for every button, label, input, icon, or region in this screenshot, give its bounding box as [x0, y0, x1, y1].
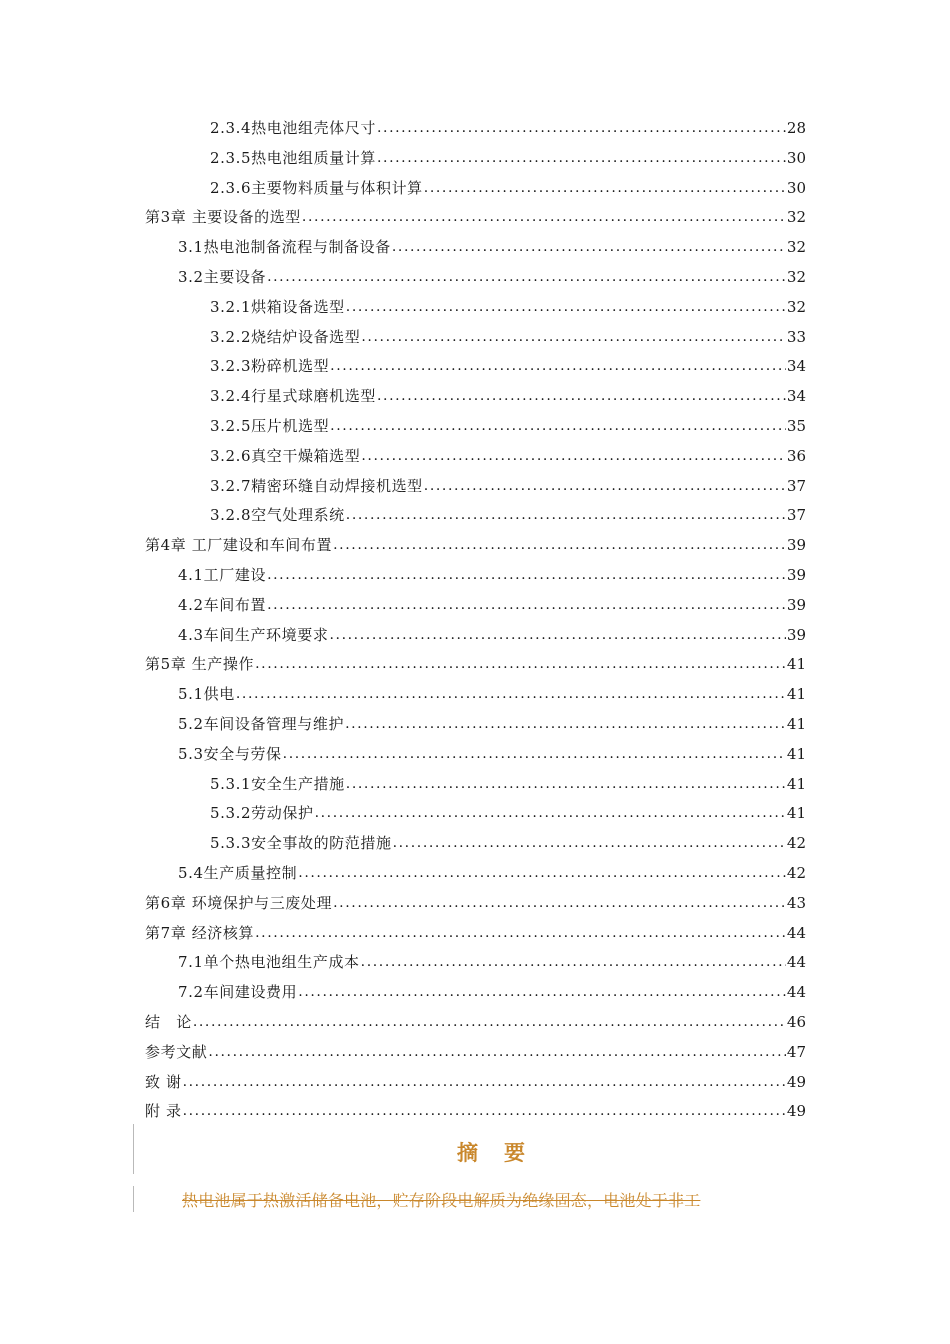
toc-entry-title: 5.4生产质量控制 [178, 864, 298, 882]
toc-entry[interactable] [210, 385, 806, 407]
toc-entry-title: 3.2.3粉碎机选型 [210, 357, 330, 376]
toc-dot-leader [346, 504, 786, 526]
toc-entry-title: 第6章 环境保护与三废处理 [145, 893, 333, 912]
toc-dot-leader [361, 445, 786, 467]
toc-entry[interactable] [145, 922, 806, 944]
toc-entry[interactable] [210, 326, 806, 348]
toc-page-number: 41 [786, 685, 806, 704]
toc-page-number: 36 [786, 446, 806, 465]
toc-entry[interactable] [210, 445, 806, 467]
toc-entry[interactable] [145, 1011, 806, 1033]
toc-entry-title: 3.2.6真空干燥箱选型 [210, 446, 361, 465]
toc-page-number: 44 [786, 953, 806, 972]
toc-page-number: 34 [786, 357, 806, 376]
toc-dot-leader [298, 981, 786, 1003]
toc-dot-leader [424, 475, 786, 497]
toc-page-number: 49 [786, 1102, 806, 1121]
toc-page-number: 39 [786, 536, 806, 555]
abstract-first-line: 热电池属于热激活储备电池，贮存阶段电解质为绝缘固态，电池处于非工 [182, 1191, 701, 1210]
toc-dot-leader [377, 147, 786, 169]
toc-entry-title: 4.1工厂建设 [178, 566, 267, 584]
toc-page-number: 32 [786, 297, 806, 316]
toc-dot-leader [333, 892, 786, 914]
toc-page-number: 34 [786, 387, 806, 406]
toc-dot-leader [183, 1100, 786, 1122]
toc-entry-title: 附 录 [145, 1102, 182, 1121]
toc-dot-leader [361, 951, 786, 973]
toc-entry[interactable] [178, 743, 806, 765]
toc-dot-leader [267, 266, 786, 288]
toc-dot-leader [393, 832, 786, 854]
toc-entry[interactable] [145, 1071, 806, 1093]
toc-entry[interactable] [178, 683, 806, 705]
toc-page-number: 37 [786, 506, 806, 525]
toc-entry-title: 3.2.1烘箱设备选型 [210, 297, 345, 316]
toc-entry[interactable] [210, 832, 806, 854]
toc-entry[interactable] [178, 594, 806, 616]
toc-entry[interactable] [210, 147, 806, 169]
toc-page-number: 32 [786, 208, 806, 227]
toc-page-number: 42 [786, 834, 806, 853]
toc-dot-leader [392, 236, 786, 258]
toc-page-number: 41 [786, 744, 806, 763]
toc-entry-title: 5.3.2劳动保护 [210, 804, 314, 823]
toc-dot-leader [208, 1041, 786, 1063]
toc-dot-leader [346, 296, 786, 318]
toc-entry[interactable] [210, 296, 806, 318]
toc-entry[interactable] [178, 236, 806, 258]
toc-dot-leader [333, 534, 786, 556]
toc-entry-title: 3.1热电池制备流程与制备设备 [178, 238, 391, 257]
toc-page-number: 39 [786, 595, 806, 614]
toc-entry-title: 2.3.6主要物料质量与体积计算 [210, 178, 423, 197]
toc-entry-title: 3.2.4行星式球磨机选型 [210, 387, 376, 406]
toc-page-number: 30 [786, 148, 806, 167]
toc-entry-title: 第5章 生产操作 [145, 655, 255, 674]
toc-entry-title: 参考文献 [145, 1042, 208, 1061]
toc-entry-title: 2.3.4热电池组壳体尺寸 [210, 119, 376, 137]
toc-entry[interactable] [210, 355, 806, 377]
toc-entry-title: 5.3.1安全生产措施 [210, 774, 345, 793]
toc-entry-title: 7.2车间建设费用 [178, 983, 298, 1002]
toc-page-number: 39 [786, 625, 806, 644]
toc-entry-title: 3.2主要设备 [178, 268, 267, 286]
toc-dot-leader [377, 385, 786, 407]
toc-entry[interactable] [145, 1041, 806, 1063]
toc-entry[interactable] [178, 862, 806, 884]
toc-entry[interactable] [210, 177, 806, 199]
toc-page-number: 44 [786, 923, 806, 942]
toc-page-number: 28 [786, 119, 806, 137]
toc-entry-title: 4.3车间生产环境要求 [178, 625, 329, 644]
toc-dot-leader [236, 683, 786, 705]
toc-page-number: 32 [786, 238, 806, 257]
toc-dot-leader [377, 117, 786, 139]
toc-dot-leader [330, 355, 786, 377]
toc-entry-title: 第4章 工厂建设和车间布置 [145, 536, 333, 555]
toc-entry-title: 4.2车间布置 [178, 595, 267, 614]
toc-entry-title: 5.3安全与劳保 [178, 744, 282, 763]
toc-page-number: 30 [786, 178, 806, 197]
toc-page-number: 39 [786, 566, 806, 584]
toc-entry[interactable] [210, 773, 806, 795]
toc-entry[interactable] [210, 504, 806, 526]
toc-dot-leader [183, 1071, 786, 1093]
toc-page-number: 41 [786, 804, 806, 823]
toc-entry-title: 2.3.5热电池组质量计算 [210, 148, 376, 167]
toc-dot-leader [330, 415, 786, 437]
toc-page-number: 46 [786, 1013, 806, 1031]
toc-entry[interactable] [145, 534, 806, 556]
toc-dot-leader [267, 594, 786, 616]
toc-entry-title: 第3章 主要设备的选型 [145, 208, 301, 227]
toc-dot-leader [361, 326, 786, 348]
toc-entry-title: 第7章 经济核算 [145, 923, 255, 942]
toc-dot-leader [345, 713, 786, 735]
toc-entry[interactable] [145, 892, 806, 914]
toc-page-number: 43 [786, 893, 806, 912]
toc-entry-title: 5.2车间设备管理与维护 [178, 715, 345, 733]
toc-entry-title: 结 论 [145, 1013, 192, 1031]
toc-entry-title: 3.2.5压片机选型 [210, 417, 330, 435]
toc-page-number: 32 [786, 268, 806, 286]
toc-entry[interactable] [210, 117, 806, 139]
toc-page-number: 37 [786, 476, 806, 495]
toc-entry[interactable] [210, 802, 806, 824]
toc-page-number: 42 [786, 864, 806, 882]
toc-entry-title: 致 谢 [145, 1072, 182, 1091]
toc-dot-leader [267, 564, 786, 586]
toc-dot-leader [302, 206, 786, 228]
toc-entry[interactable] [178, 713, 806, 735]
toc-entry-title: 7.1单个热电池组生产成本 [178, 953, 360, 972]
toc-page-number: 33 [786, 327, 806, 346]
toc-entry[interactable] [145, 206, 806, 228]
toc-entry-title: 3.2.7精密环缝自动焊接机选型 [210, 476, 423, 495]
toc-dot-leader [255, 653, 786, 675]
toc-page-number: 41 [786, 774, 806, 793]
toc-page-number: 35 [786, 417, 806, 435]
toc-dot-leader [329, 624, 785, 646]
toc-entry[interactable] [178, 951, 806, 973]
toc-entry-title: 5.1供电 [178, 685, 235, 704]
abstract-heading: 摘要 [457, 1141, 551, 1165]
toc-dot-leader [315, 802, 786, 824]
toc-page-number: 49 [786, 1072, 806, 1091]
toc-dot-leader [298, 862, 786, 884]
toc-page-number: 47 [786, 1042, 806, 1061]
toc-entry-title: 5.3.3安全事故的防范措施 [210, 834, 392, 853]
toc-entry[interactable] [210, 415, 806, 437]
toc-entry[interactable] [178, 564, 806, 586]
toc-entry[interactable] [145, 653, 806, 675]
toc-entry-title: 3.2.8空气处理系统 [210, 506, 345, 525]
toc-dot-leader [346, 773, 786, 795]
toc-dot-leader [424, 177, 786, 199]
toc-entry[interactable] [178, 624, 806, 646]
toc-entry[interactable] [178, 266, 806, 288]
toc-dot-leader [193, 1011, 786, 1033]
toc-page-number: 41 [786, 655, 806, 674]
toc-entry[interactable] [145, 1100, 806, 1122]
revision-margin-bar [133, 1186, 134, 1212]
toc-dot-leader [255, 922, 786, 944]
toc-dot-leader [283, 743, 786, 765]
toc-entry[interactable] [178, 981, 806, 1003]
toc-entry-title: 3.2.2烧结炉设备选型 [210, 327, 361, 346]
toc-page-number: 41 [786, 715, 806, 733]
toc-page-number: 44 [786, 983, 806, 1002]
toc-entry[interactable] [210, 475, 806, 497]
